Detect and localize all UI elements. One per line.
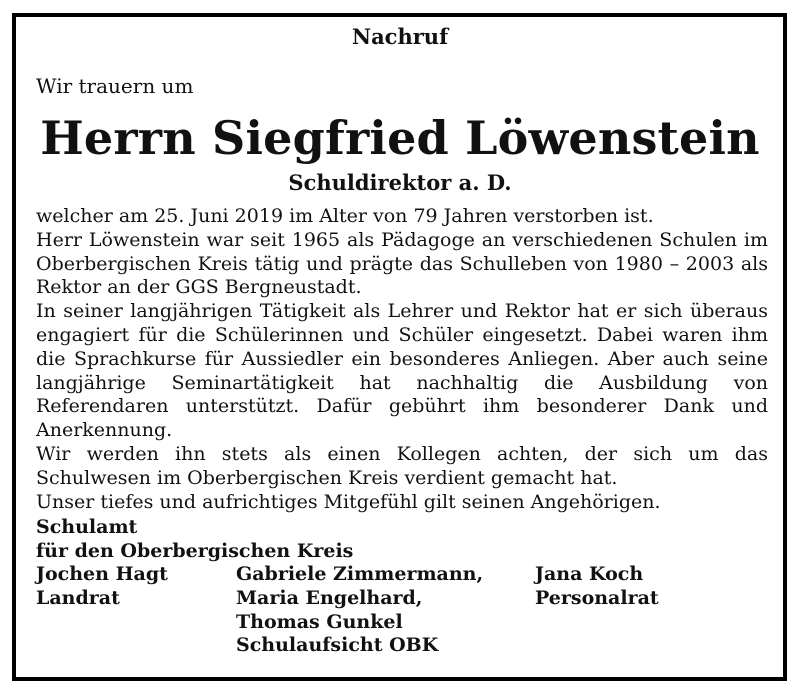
body-paragraph: In seiner langjährigen Tätigkeit als Lehrer und Rektor hat er sich überaus engagiert für die Schülerinnen und Schüler eingesetzt. Dabei waren ihm die Sprachkurse für Aussiedler ein besonderes Anliegen. Aber auch seine langjährige Seminartätigkeit hat nachhaltig die Ausbildung von Referendaren unterstützt. Dafür gebührt ihm besonderer Dank und Anerkennung. <box>36 300 768 442</box>
signatory-role: Personalrat <box>535 586 659 609</box>
body-paragraph: Herr Löwenstein war seit 1965 als Pädagoge an verschiedenen Schulen im Oberbergischen Kreis tätig und prägte das Schulleben von 1980 – 2003 als Rektor an der GGS Bergneustadt. <box>36 228 768 299</box>
notice-body <box>36 205 768 514</box>
signatory-role: Landrat <box>36 586 120 609</box>
signatory-name: Gabriele Zimmermann, <box>236 563 484 585</box>
signatory-column-1 <box>36 563 168 611</box>
signature-organization <box>36 516 353 564</box>
org-name: Schulamt <box>36 516 138 538</box>
signatory-role: Schulaufsicht OBK <box>236 634 439 657</box>
body-paragraph: welcher am 25. Juni 2019 im Alter von 79 Jahren verstorben ist. <box>36 205 654 227</box>
deceased-name: Herrn Siegfried Löwenstein <box>40 111 760 165</box>
body-paragraph: Wir werden ihn stets als einen Kollegen achten, der sich um das Schulwesen im Oberbergischen Kreis verdient gemacht hat. <box>36 442 768 489</box>
signatory-name: Maria Engelhard, <box>236 586 423 609</box>
org-subtitle: für den Oberbergischen Kreis <box>36 539 354 562</box>
signatory-name: Thomas Gunkel <box>236 610 403 633</box>
signatory-column-2 <box>236 563 483 658</box>
deceased-title: Schuldirektor a. D. <box>288 170 512 195</box>
signatory-column-3 <box>535 563 659 611</box>
notice-heading: Nachruf <box>351 24 449 49</box>
signatory-name: Jochen Hagt <box>36 563 168 585</box>
intro-line: Wir trauern um <box>36 74 194 98</box>
body-paragraph: Unser tiefes und aufrichtiges Mitgefühl gilt seinen Angehörigen. <box>36 490 661 513</box>
signatory-name: Jana Koch <box>535 563 644 585</box>
